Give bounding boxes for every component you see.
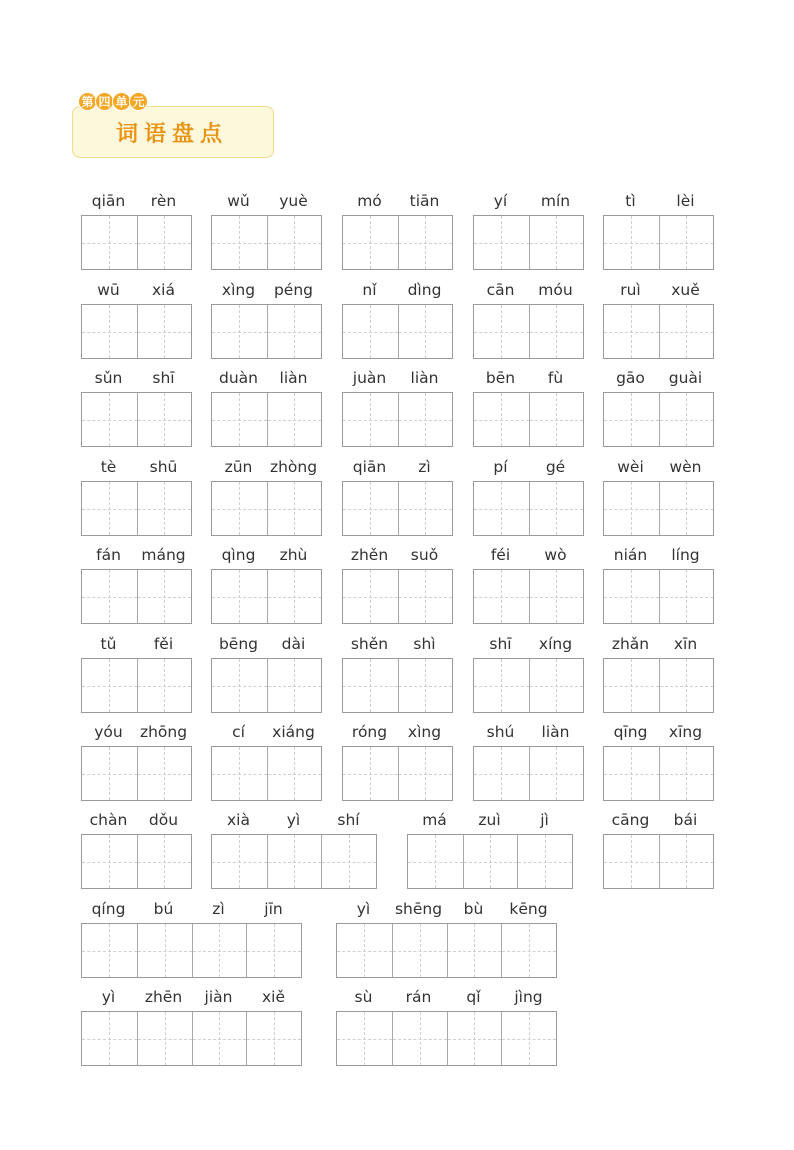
pinyin-label: liàn [410, 369, 439, 387]
writing-grid [81, 834, 192, 889]
word-block [603, 190, 714, 272]
writing-cell[interactable] [474, 659, 529, 712]
pinyin-label: pí [493, 458, 508, 476]
pinyin-label: yì [286, 811, 301, 829]
pinyin-label: xiě [261, 988, 285, 1006]
pinyin-label: má [422, 811, 447, 829]
writing-cell[interactable] [267, 482, 322, 535]
writing-grid [407, 834, 573, 889]
writing-grid [473, 569, 584, 624]
pinyin-label: yì [356, 900, 371, 918]
writing-cell[interactable] [137, 924, 192, 977]
word-block [211, 721, 322, 803]
writing-cell[interactable] [137, 305, 192, 358]
writing-cell[interactable] [474, 570, 529, 623]
pinyin-label: jiàn [204, 988, 233, 1006]
word-block [211, 279, 322, 361]
writing-grid [342, 569, 453, 624]
writing-cell[interactable] [474, 747, 529, 800]
pinyin-label: fán [96, 546, 121, 564]
writing-grid [211, 392, 322, 447]
pinyin-label: yì [101, 988, 116, 1006]
word-block [81, 544, 192, 626]
pinyin-label: shì [413, 635, 436, 653]
pinyin-label: wǔ [227, 192, 250, 210]
writing-cell[interactable] [398, 393, 453, 446]
writing-grid [342, 215, 453, 270]
writing-cell[interactable] [659, 393, 714, 446]
section-title: 词语盘点 [116, 122, 229, 147]
writing-cell[interactable] [392, 1012, 447, 1065]
pinyin-label: wèn [669, 458, 702, 476]
writing-cell[interactable] [659, 216, 714, 269]
pinyin-label: sǔn [94, 369, 123, 387]
writing-cell[interactable] [82, 216, 137, 269]
pinyin-label: bú [153, 900, 174, 918]
pinyin-label: zì [418, 458, 431, 476]
writing-cell[interactable] [604, 305, 659, 358]
writing-cell[interactable] [212, 305, 267, 358]
pinyin-label: zuì [478, 811, 501, 829]
writing-cell[interactable] [604, 570, 659, 623]
writing-cell[interactable] [659, 482, 714, 535]
word-block [211, 456, 322, 538]
word-block [342, 633, 453, 715]
pinyin-label: xià [227, 811, 250, 829]
writing-grid [342, 481, 453, 536]
pinyin-label: bēn [485, 369, 516, 387]
writing-cell[interactable] [343, 747, 398, 800]
writing-cell[interactable] [398, 216, 453, 269]
pinyin-label: jìng [514, 988, 543, 1006]
writing-grid [342, 392, 453, 447]
word-block [603, 633, 714, 715]
writing-grid [473, 215, 584, 270]
writing-cell[interactable] [82, 835, 137, 888]
writing-cell[interactable] [267, 393, 322, 446]
pinyin-label: móu [538, 281, 573, 299]
writing-cell[interactable] [447, 1012, 502, 1065]
writing-cell[interactable] [137, 1012, 192, 1065]
writing-grid [81, 215, 192, 270]
pinyin-label: duàn [219, 369, 258, 387]
writing-cell[interactable] [82, 393, 137, 446]
unit-tag [74, 92, 150, 111]
word-block [336, 898, 557, 980]
pinyin-label: shī [489, 635, 512, 653]
writing-grid [603, 304, 714, 359]
writing-grid [211, 569, 322, 624]
pinyin-label: zūn [224, 458, 253, 476]
unit-tag-char: 四 [95, 92, 114, 111]
writing-grid [81, 746, 192, 801]
pinyin-label: nián [613, 546, 648, 564]
word-block [211, 544, 322, 626]
writing-cell[interactable] [447, 924, 502, 977]
writing-cell[interactable] [82, 659, 137, 712]
writing-cell[interactable] [267, 305, 322, 358]
pinyin-label: qiān [91, 192, 126, 210]
writing-cell[interactable] [501, 1012, 556, 1065]
pinyin-label: bēng [218, 635, 259, 653]
word-block [603, 544, 714, 626]
pinyin-label: shú [486, 723, 515, 741]
writing-grid [603, 834, 714, 889]
word-block [81, 898, 302, 980]
writing-cell[interactable] [212, 393, 267, 446]
writing-cell[interactable] [267, 747, 322, 800]
writing-cell[interactable] [659, 659, 714, 712]
writing-grid [342, 746, 453, 801]
pinyin-label: dìng [407, 281, 442, 299]
pinyin-label: cāng [611, 811, 650, 829]
writing-cell[interactable] [337, 924, 392, 977]
word-block [81, 367, 192, 449]
pinyin-label: wèi [617, 458, 644, 476]
pinyin-label: juàn [352, 369, 387, 387]
word-block [81, 986, 302, 1068]
pinyin-label: tǔ [100, 635, 117, 653]
word-block [81, 633, 192, 715]
pinyin-label: shěn [350, 635, 389, 653]
writing-cell[interactable] [267, 570, 322, 623]
word-block [81, 456, 192, 538]
writing-cell[interactable] [82, 747, 137, 800]
writing-cell[interactable] [137, 482, 192, 535]
writing-cell[interactable] [337, 1012, 392, 1065]
pinyin-label: fěi [153, 635, 174, 653]
pinyin-label: lèi [676, 192, 695, 210]
pinyin-label: zhōng [139, 723, 188, 741]
writing-cell[interactable] [82, 482, 137, 535]
word-block [473, 190, 584, 272]
writing-cell[interactable] [474, 216, 529, 269]
pinyin-label: péng [273, 281, 314, 299]
writing-cell[interactable] [246, 1012, 301, 1065]
pinyin-label: xiá [152, 281, 175, 299]
writing-cell[interactable] [137, 216, 192, 269]
writing-cell[interactable] [474, 305, 529, 358]
writing-cell[interactable] [82, 570, 137, 623]
writing-grid [342, 658, 453, 713]
pinyin-label: cān [486, 281, 515, 299]
pinyin-label: rèn [150, 192, 177, 210]
writing-grid [603, 481, 714, 536]
pinyin-label: jīn [264, 900, 283, 918]
pinyin-label: féi [490, 546, 511, 564]
writing-grid [473, 658, 584, 713]
pinyin-label: qìng [221, 546, 256, 564]
writing-grid [336, 1011, 557, 1066]
writing-grid [81, 658, 192, 713]
pinyin-label: yuè [279, 192, 308, 210]
writing-cell[interactable] [192, 1012, 247, 1065]
writing-cell[interactable] [463, 835, 518, 888]
writing-cell[interactable] [343, 482, 398, 535]
writing-grid [81, 923, 302, 978]
writing-cell[interactable] [267, 216, 322, 269]
writing-cell[interactable] [212, 659, 267, 712]
writing-grid [211, 481, 322, 536]
pinyin-label: róng [351, 723, 388, 741]
writing-cell[interactable] [343, 216, 398, 269]
writing-grid [603, 569, 714, 624]
writing-cell[interactable] [212, 835, 267, 888]
writing-cell[interactable] [529, 659, 584, 712]
pinyin-label: mín [540, 192, 571, 210]
pinyin-label: shēng [394, 900, 443, 918]
writing-cell[interactable] [343, 393, 398, 446]
pinyin-label: zhǎn [611, 635, 650, 653]
writing-cell[interactable] [137, 747, 192, 800]
pinyin-label: xīng [668, 723, 703, 741]
pinyin-label: xíng [538, 635, 573, 653]
word-block [342, 721, 453, 803]
pinyin-label: shí [337, 811, 360, 829]
unit-tag-char: 元 [129, 92, 148, 111]
writing-cell[interactable] [659, 747, 714, 800]
writing-cell[interactable] [659, 305, 714, 358]
word-block [473, 279, 584, 361]
word-block [211, 367, 322, 449]
writing-cell[interactable] [501, 924, 556, 977]
pinyin-label: shū [149, 458, 178, 476]
writing-grid [211, 658, 322, 713]
pinyin-label: dài [281, 635, 306, 653]
pinyin-label: zhěn [350, 546, 389, 564]
writing-cell[interactable] [474, 393, 529, 446]
writing-grid [603, 392, 714, 447]
writing-cell[interactable] [212, 570, 267, 623]
pinyin-label: xìng [221, 281, 256, 299]
writing-cell[interactable] [392, 924, 447, 977]
writing-cell[interactable] [192, 924, 247, 977]
writing-cell[interactable] [604, 835, 659, 888]
word-block [473, 456, 584, 538]
word-block [342, 279, 453, 361]
pinyin-label: mó [357, 192, 382, 210]
pinyin-label: xuě [671, 281, 700, 299]
pinyin-label: bái [673, 811, 698, 829]
writing-cell[interactable] [82, 1012, 137, 1065]
pinyin-label: qiān [352, 458, 387, 476]
unit-tag-char: 第 [78, 92, 97, 111]
pinyin-label: gé [545, 458, 566, 476]
writing-grid [603, 746, 714, 801]
pinyin-label: liàn [279, 369, 308, 387]
pinyin-label: sù [354, 988, 373, 1006]
writing-cell[interactable] [82, 924, 137, 977]
pinyin-label: fù [547, 369, 564, 387]
pinyin-label: xìng [407, 723, 442, 741]
pinyin-label: zhù [279, 546, 308, 564]
writing-cell[interactable] [212, 482, 267, 535]
writing-grid [342, 304, 453, 359]
writing-cell[interactable] [137, 659, 192, 712]
writing-cell[interactable] [212, 216, 267, 269]
writing-cell[interactable] [267, 659, 322, 712]
pinyin-label: xīn [673, 635, 698, 653]
pinyin-label: suǒ [410, 546, 439, 564]
writing-cell[interactable] [343, 659, 398, 712]
writing-cell[interactable] [137, 835, 192, 888]
writing-cell[interactable] [398, 482, 453, 535]
writing-grid [81, 392, 192, 447]
pinyin-label: zhēn [144, 988, 183, 1006]
word-block [342, 367, 453, 449]
pinyin-label: yóu [94, 723, 123, 741]
pinyin-label: qǐ [466, 988, 481, 1006]
pinyin-label: rán [405, 988, 432, 1006]
pinyin-label: máng [141, 546, 186, 564]
pinyin-label: yí [493, 192, 508, 210]
writing-grid [81, 569, 192, 624]
writing-cell[interactable] [474, 482, 529, 535]
word-block [603, 279, 714, 361]
pinyin-label: tì [625, 192, 636, 210]
writing-cell[interactable] [529, 482, 584, 535]
writing-grid [211, 215, 322, 270]
writing-cell[interactable] [343, 305, 398, 358]
word-block [603, 367, 714, 449]
writing-cell[interactable] [529, 570, 584, 623]
writing-cell[interactable] [212, 747, 267, 800]
word-block [473, 721, 584, 803]
word-block [342, 190, 453, 272]
writing-grid [81, 481, 192, 536]
writing-cell[interactable] [398, 747, 453, 800]
writing-cell[interactable] [82, 305, 137, 358]
word-block [342, 456, 453, 538]
pinyin-label: kēng [509, 900, 548, 918]
writing-grid [211, 304, 322, 359]
pinyin-label: xiáng [272, 723, 315, 741]
pinyin-label: tiān [409, 192, 440, 210]
pinyin-label: líng [671, 546, 700, 564]
word-block [342, 544, 453, 626]
pinyin-label: shī [152, 369, 175, 387]
writing-cell[interactable] [604, 393, 659, 446]
pinyin-label: cí [232, 723, 245, 741]
unit-tag-char: 单 [112, 92, 131, 111]
pinyin-label: guài [668, 369, 703, 387]
writing-grid [336, 923, 557, 978]
pinyin-label: liàn [541, 723, 570, 741]
pinyin-label: ruì [620, 281, 641, 299]
word-block [336, 986, 557, 1068]
writing-cell[interactable] [398, 659, 453, 712]
word-block [211, 633, 322, 715]
pinyin-label: tè [100, 458, 117, 476]
pinyin-label: zì [212, 900, 225, 918]
writing-grid [473, 392, 584, 447]
writing-cell[interactable] [529, 747, 584, 800]
pinyin-label: wò [544, 546, 567, 564]
pinyin-label: qíng [91, 900, 126, 918]
writing-grid [473, 304, 584, 359]
writing-grid [603, 215, 714, 270]
writing-cell[interactable] [604, 216, 659, 269]
writing-cell[interactable] [246, 924, 301, 977]
word-block [81, 809, 192, 891]
writing-grid [211, 746, 322, 801]
writing-cell[interactable] [137, 393, 192, 446]
word-block [407, 809, 573, 891]
pinyin-label: nǐ [362, 281, 377, 299]
writing-cell[interactable] [659, 570, 714, 623]
writing-grid [473, 746, 584, 801]
writing-cell[interactable] [343, 570, 398, 623]
writing-cell[interactable] [529, 305, 584, 358]
writing-grid [473, 481, 584, 536]
writing-cell[interactable] [321, 835, 376, 888]
pinyin-label: bù [463, 900, 484, 918]
pinyin-label: gāo [616, 369, 645, 387]
writing-cell[interactable] [267, 835, 322, 888]
writing-cell[interactable] [398, 570, 453, 623]
writing-cell[interactable] [529, 216, 584, 269]
writing-cell[interactable] [604, 747, 659, 800]
pinyin-label: chàn [89, 811, 128, 829]
writing-cell[interactable] [659, 835, 714, 888]
writing-cell[interactable] [398, 305, 453, 358]
writing-grid [81, 1011, 302, 1066]
writing-cell[interactable] [517, 835, 572, 888]
writing-cell[interactable] [408, 835, 463, 888]
pinyin-label: dǒu [148, 811, 179, 829]
word-block [603, 456, 714, 538]
word-block [211, 809, 377, 891]
word-block [81, 279, 192, 361]
word-block [81, 721, 192, 803]
word-block [603, 721, 714, 803]
writing-cell[interactable] [137, 570, 192, 623]
writing-cell[interactable] [604, 482, 659, 535]
word-block [603, 809, 714, 891]
writing-grid [211, 834, 377, 889]
pinyin-label: jì [540, 811, 549, 829]
word-block [211, 190, 322, 272]
word-block [473, 367, 584, 449]
writing-grid [603, 658, 714, 713]
word-block [473, 544, 584, 626]
pinyin-label: wū [97, 281, 120, 299]
writing-grid [81, 304, 192, 359]
pinyin-label: qīng [613, 723, 648, 741]
word-block [473, 633, 584, 715]
word-block [81, 190, 192, 272]
writing-cell[interactable] [529, 393, 584, 446]
writing-cell[interactable] [604, 659, 659, 712]
pinyin-label: zhòng [269, 458, 318, 476]
